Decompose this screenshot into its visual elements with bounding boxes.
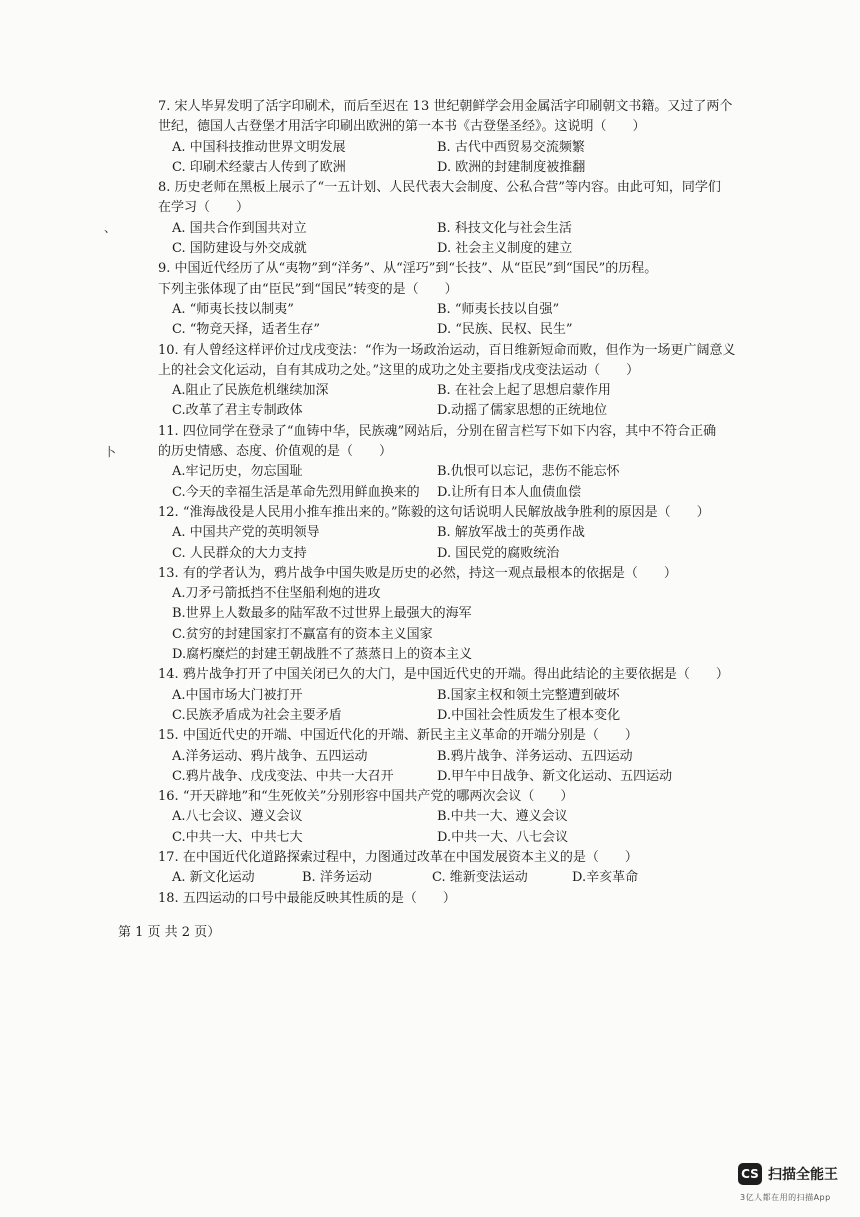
- question-number: 12.: [158, 504, 179, 520]
- answer-option: B. 洋务运动: [302, 870, 372, 886]
- question-number: 15.: [158, 728, 179, 744]
- question-stem: “淮海战役是人民用小推车推出来的。”陈毅的这句话说明人民解放战争胜利的原因是（ ）: [182, 504, 710, 520]
- question-stem: 下列主张体现了由“臣民”到“国民”转变的是（ ）: [158, 281, 458, 297]
- answer-options: [158, 747, 718, 788]
- answer-option: D.中共一大、八七会议: [437, 829, 569, 845]
- answer-option: C.鸦片战争、戊戌变法、中共一大召开: [172, 768, 394, 784]
- answer-options: [158, 584, 718, 665]
- answer-options: [158, 381, 718, 422]
- question-number: 14.: [158, 667, 179, 683]
- answer-options: [158, 807, 718, 848]
- answer-option: B.仇恨可以忘记，悲伤不能忘怀: [437, 464, 620, 480]
- answer-option: D.动摇了儒家思想的正统地位: [437, 403, 608, 419]
- question-10: [158, 341, 736, 422]
- answer-option: B. 在社会上起了思想启蒙作用: [437, 383, 611, 399]
- question-14: [158, 665, 729, 726]
- question-number: 7.: [158, 99, 171, 114]
- answer-option: A.中国市场大门被打开: [172, 687, 303, 703]
- question-stem: 世纪，德国人古登堡才用活字印刷出欧洲的第一本书《古登堡圣经》。这说明（ ）: [158, 119, 646, 135]
- answer-option: B. 科技文化与社会生活: [437, 220, 572, 236]
- answer-options: [158, 686, 718, 727]
- answer-option: C.改革了君主专制政体: [172, 403, 303, 419]
- answer-option: C. 国防建设与外交成就: [172, 241, 307, 257]
- question-number: 8.: [158, 180, 171, 196]
- answer-option: A.洋务运动、鸦片战争、五四运动: [172, 748, 368, 764]
- question-stem: 在学习（ ）: [158, 200, 250, 216]
- question-8: [158, 178, 721, 259]
- answer-option: A.牢记历史，勿忘国耻: [172, 464, 303, 480]
- question-number: 11.: [158, 423, 179, 439]
- answer-option: C. 人民群众的大力支持: [172, 545, 307, 561]
- answer-option: B. “师夷长技以自强”: [437, 301, 560, 317]
- question-list: [158, 97, 736, 909]
- answer-option: D.让所有日本人血债血偿: [437, 484, 582, 500]
- question-18: [158, 889, 718, 909]
- question-number: 17.: [158, 849, 179, 865]
- question-stem: 中国近代经历了从“夷物”到“洋务”、从“淫巧”到“长技”、从“臣民”到“国民”的历程。: [174, 261, 658, 277]
- question-7: [158, 97, 733, 178]
- question-stem: 四位同学在登录了“血铸中华，民族魂”网站后，分别在留言栏写下如下内容，其中不符合正确: [182, 423, 717, 439]
- question-number: 13.: [158, 565, 179, 581]
- question-stem: 有人曾经这样评价过戊戌变法：“作为一场政治运动，百日维新短命而败，但作为一场更广阔意义: [182, 342, 736, 358]
- answer-options: [158, 462, 718, 503]
- answer-option: D. “民族、民权、民生”: [437, 322, 573, 338]
- scanner-app-name: 扫描全能王: [768, 1167, 838, 1183]
- answer-option: B.鸦片战争、洋务运动、五四运动: [437, 748, 633, 764]
- answer-option: C. 印刷术经蒙古人传到了欧洲: [172, 159, 346, 175]
- question-stem: 的历史情感、态度、价值观的是（ ）: [158, 444, 393, 460]
- answer-options: [158, 523, 718, 564]
- question-number: 10.: [158, 342, 179, 358]
- answer-options: [158, 300, 718, 341]
- answer-options: [158, 138, 718, 179]
- question-16: [158, 787, 718, 848]
- answer-option: D. 国民党的腐败统治: [437, 545, 560, 561]
- page-footer: 第 1 页 共 2 页）: [118, 925, 221, 940]
- scanner-watermark: [738, 1163, 838, 1185]
- question-stem: 宋人毕昇发明了活字印刷术，而后至迟在 13 世纪朝鲜学会用金属活字印刷朝文书籍。又过了两个: [174, 99, 733, 114]
- camscanner-logo-icon: CS: [738, 1163, 762, 1185]
- answer-option: B.世界上人数最多的陆军敌不过世界上最强大的海军: [172, 606, 472, 622]
- question-17: [158, 848, 718, 889]
- answer-option: C. “物竞天择，适者生存”: [172, 322, 321, 338]
- answer-option: A.八七会议、遵义会议: [172, 809, 303, 825]
- question-11: [158, 422, 718, 503]
- question-number: 9.: [158, 261, 171, 277]
- question-12: [158, 503, 718, 564]
- answer-option: D.辛亥革命: [572, 870, 639, 886]
- question-9: [158, 259, 718, 340]
- answer-option: D. 欧洲的封建制度被推翻: [437, 159, 586, 175]
- question-stem: 有的学者认为，鸦片战争中国失败是历史的必然，持这一观点最根本的依据是（ ）: [182, 565, 677, 581]
- answer-option: C.今天的幸福生活是革命先烈用鲜血换来的: [172, 484, 420, 500]
- question-13: [158, 564, 718, 665]
- question-stem: 中国近代史的开端、中国近代化的开端、新民主主义革命的开端分别是（ ）: [182, 728, 638, 744]
- answer-option: A. 新文化运动: [172, 870, 255, 886]
- question-stem: 五四运动的口号中最能反映其性质的是（ ）: [182, 890, 456, 906]
- answer-option: A. “师夷长技以制夷”: [172, 301, 294, 317]
- answer-option: D. 社会主义制度的建立: [437, 241, 573, 257]
- answer-option: C. 维新变法运动: [432, 870, 528, 886]
- answer-option: B.中共一大、遵义会议: [437, 809, 568, 825]
- question-stem: 鸦片战争打开了中国关闭已久的大门，是中国近代史的开端。得出此结论的主要依据是（ ）: [182, 667, 729, 683]
- answer-option: C.中共一大、中共七大: [172, 829, 303, 845]
- question-stem: 上的社会文化运动，自有其成功之处。”这里的成功之处主要指戊戌变法运动（ ）: [158, 362, 640, 378]
- margin-mark: 、: [104, 221, 117, 235]
- answer-option: A. 国共合作到国共对立: [172, 220, 307, 236]
- margin-mark: 卜: [104, 445, 117, 459]
- question-stem: 历史老师在黑板上展示了“一五计划、人民代表大会制度、公私合营”等内容。由此可知，同学们: [174, 180, 721, 196]
- answer-option: A. 中国共产党的英明领导: [172, 525, 320, 541]
- scanner-tagline: 3亿人都在用的扫描App: [740, 1193, 831, 1202]
- answer-option: B. 古代中西贸易交流频繁: [437, 139, 585, 155]
- answer-option: C.民族矛盾成为社会主要矛盾: [172, 707, 342, 723]
- answer-options: [158, 219, 718, 260]
- answer-option: A. 中国科技推动世界文明发展: [172, 139, 346, 155]
- question-15: [158, 726, 718, 787]
- question-number: 16.: [158, 789, 179, 805]
- answer-option: D.甲午中日战争、新文化运动、五四运动: [437, 768, 673, 784]
- answer-option: B.国家主权和领土完整遭到破坏: [437, 687, 620, 703]
- answer-option: B. 解放军战士的英勇作战: [437, 525, 585, 541]
- question-stem: 在中国近代化道路探索过程中，力图通过改革在中国发展资本主义的是（ ）: [182, 849, 638, 865]
- question-stem: “开天辟地”和“生死攸关”分别形容中国共产党的哪两次会议（ ）: [182, 789, 574, 805]
- question-number: 18.: [158, 890, 179, 906]
- answer-option: D.中国社会性质发生了根本变化: [437, 707, 621, 723]
- answer-option: C.贫穷的封建国家打不赢富有的资本主义国家: [172, 626, 433, 642]
- answer-option: A.刀矛弓箭抵挡不住坚船利炮的进攻: [172, 586, 381, 602]
- answer-option: A.阻止了民族危机继续加深: [172, 383, 329, 399]
- answer-options: [158, 868, 718, 888]
- answer-option: D.腐朽糜烂的封建王朝战胜不了蒸蒸日上的资本主义: [172, 647, 473, 663]
